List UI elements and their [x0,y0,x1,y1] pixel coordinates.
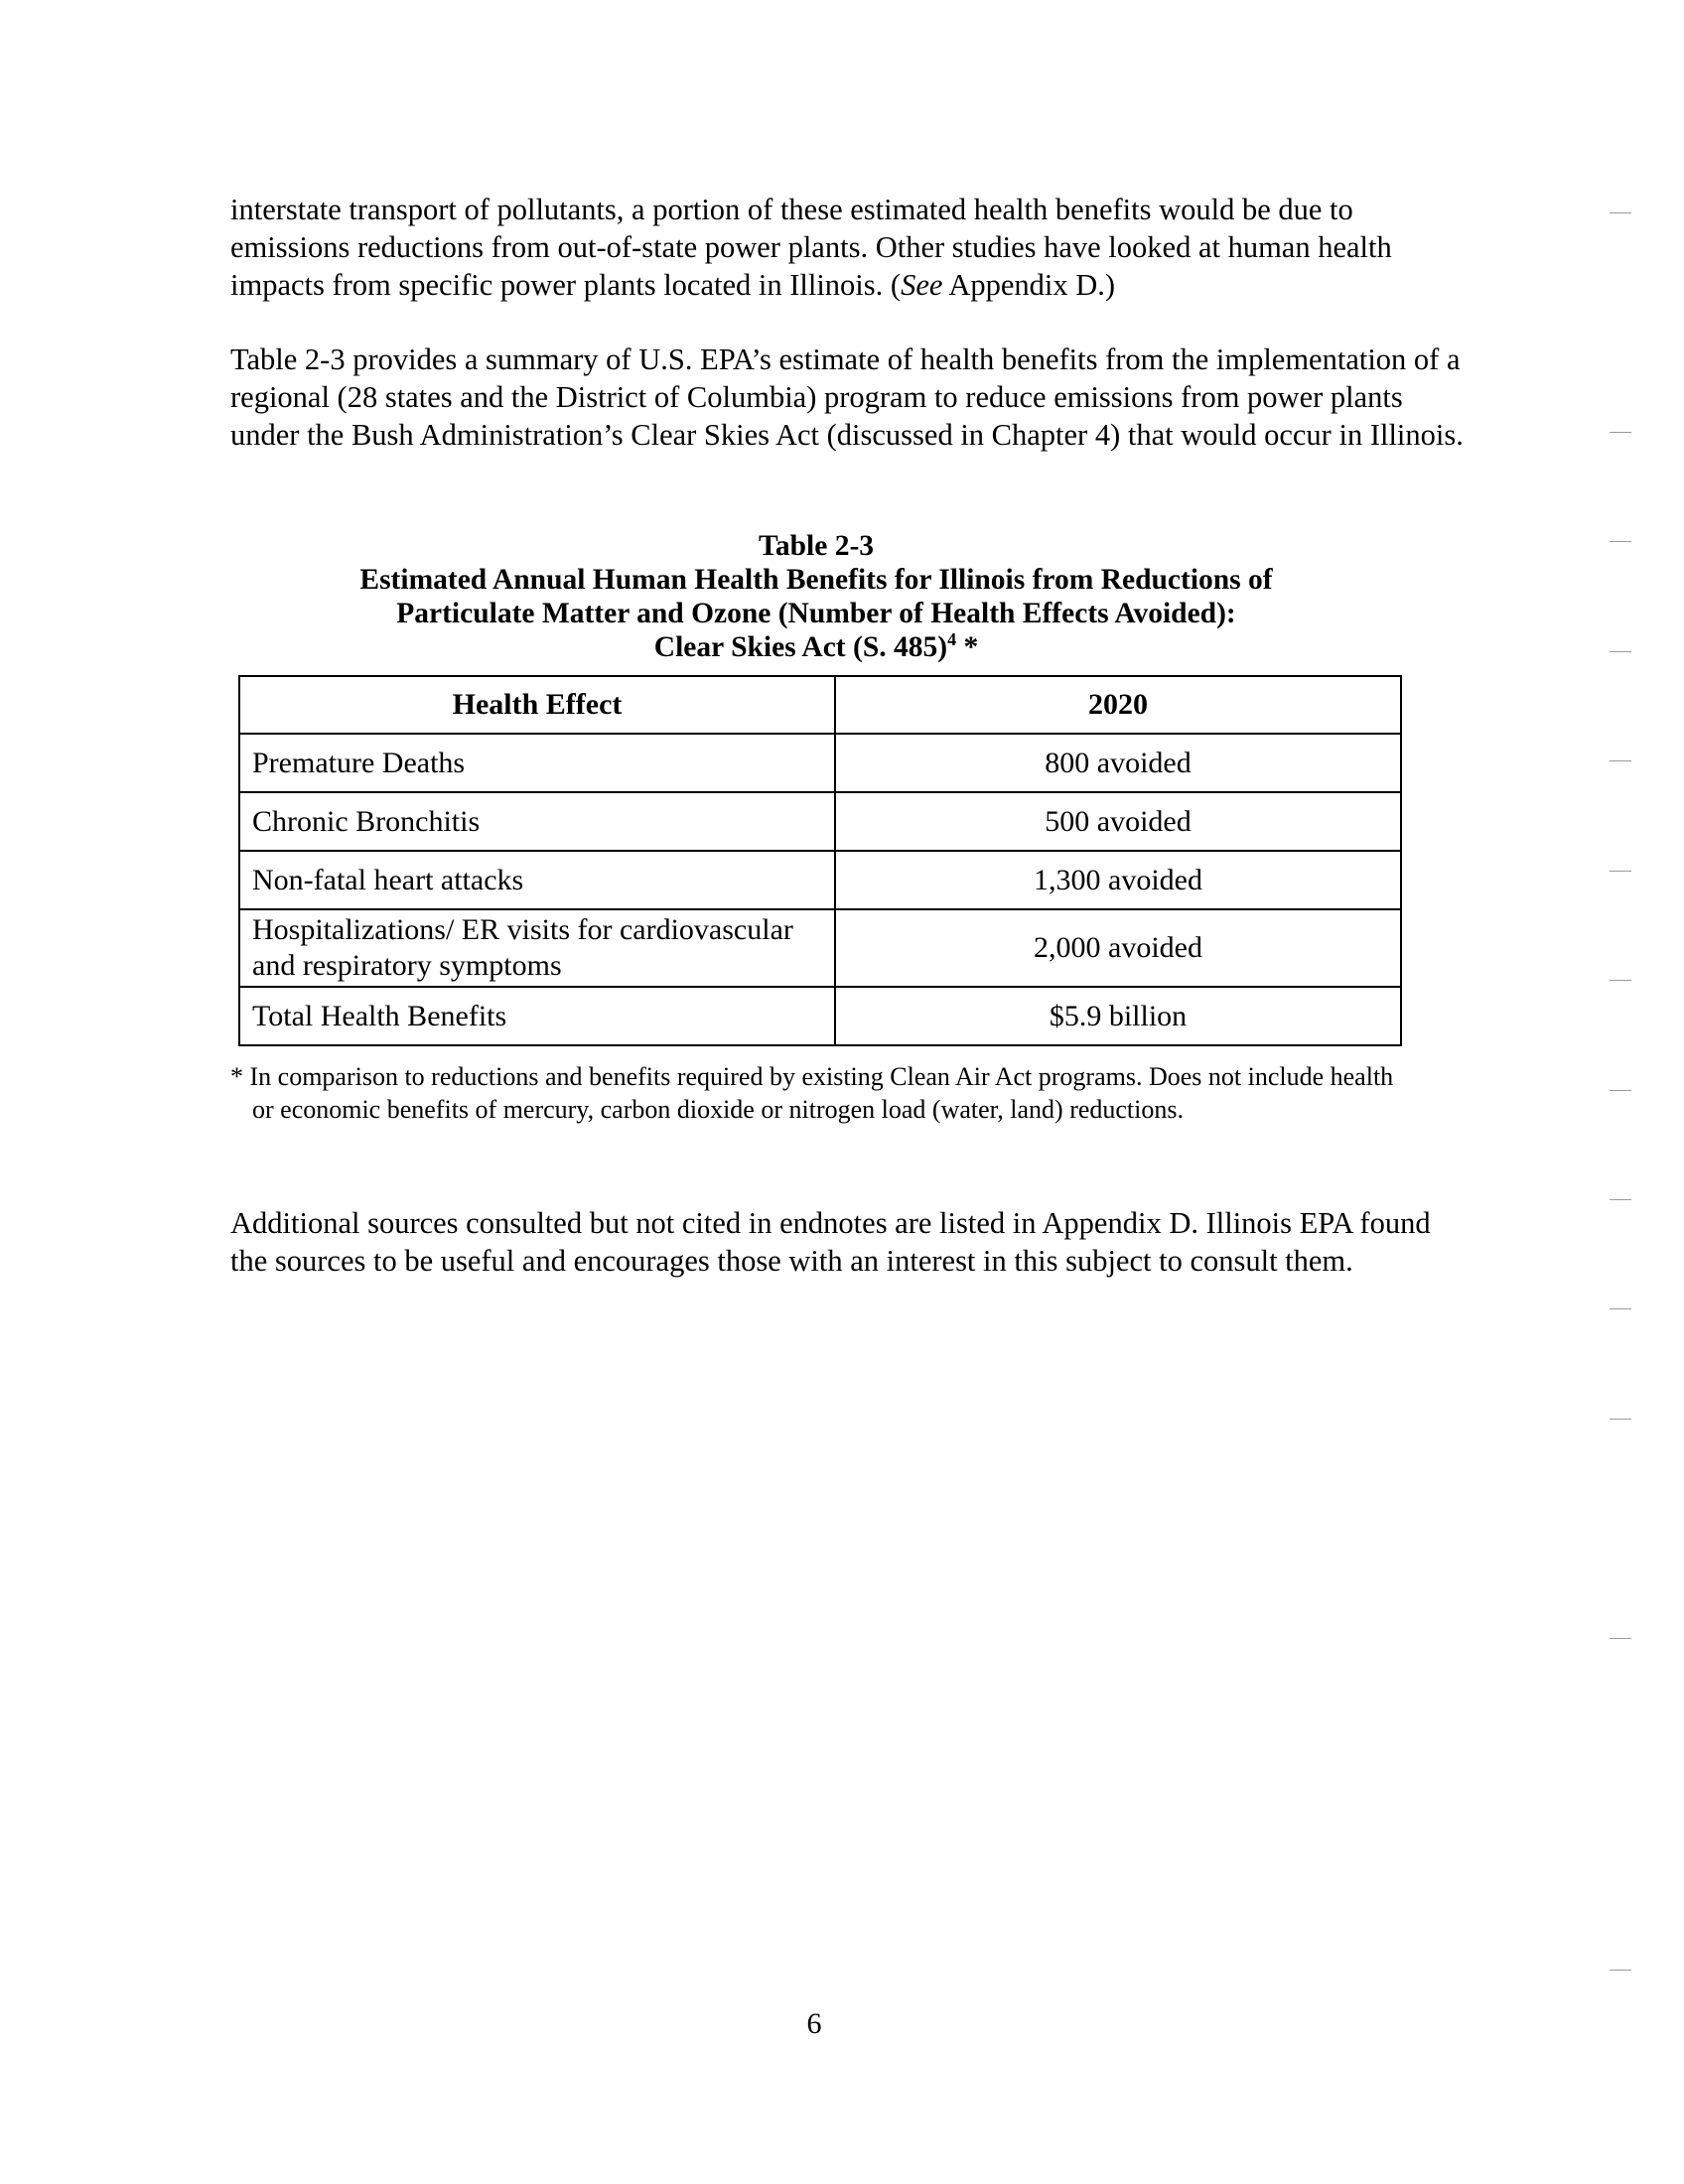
closing-paragraph [230,1204,1472,1280]
scan-margin-mark [1610,432,1631,433]
table-intro-text: Table 2-3 provides a summary of U.S. EPA’s estimate of health benefits from the implementation of a regional (28 states and the District of Columbia) program to reduce emissions from power plants under the Bush Administration’s Clear Skies Act (discussed in Chapter 4) that would occur in Illinois. [230,342,1464,452]
table-row [239,734,1401,792]
scan-margin-mark [1610,871,1631,872]
scan-margin-mark [1610,760,1631,761]
scan-margin-mark [1610,980,1631,981]
intro-end-text: Appendix D.) [942,268,1116,302]
health-benefits-table [238,675,1402,1046]
scan-margin-mark [1610,1199,1631,1200]
table-header-row [239,676,1401,734]
scan-margin-mark [1610,651,1631,652]
scan-margin-mark [1610,1090,1631,1091]
table-title-line-3-text: Clear Skies Act (S. 485) [653,631,948,663]
scan-margin-mark [1610,541,1631,542]
table-row [239,909,1401,987]
table-row [239,987,1401,1045]
header-year: 2020 [835,676,1401,734]
page-number: 6 [806,2007,822,2040]
table-intro-paragraph [230,341,1472,454]
table-footnote [230,1060,1402,1126]
cell-effect: Hospitalizations/ ER visits for cardiovascular and respiratory symptoms [239,909,835,987]
table-title-line-1: Estimated Annual Human Health Benefits for Illinois from Reductions of [359,564,1273,596]
footnote-text: * In comparison to reductions and benefits required by existing Clean Air Act programs. Does not include health or economic benefits of mercury, carbon dioxide or nitrogen load (water, land) reductions. [230,1062,1394,1124]
cell-value: 1,300 avoided [835,851,1401,909]
cell-effect: Premature Deaths [239,734,835,792]
intro-text: interstate transport of pollutants, a portion of these estimated health benefits would be due to emissions reductions from out-of-state power plants. Other studies have looked at human health impacts from specific power plants located in Illinois. ( [230,193,1392,302]
scan-margin-mark [1610,212,1631,213]
endnote-reference: 4 [947,629,957,650]
scan-margin-mark [1610,1970,1631,1971]
table-row [239,851,1401,909]
cell-value: $5.9 billion [835,987,1401,1045]
scan-margin-mark [1610,1308,1631,1309]
footnote-star: * [956,631,979,663]
cell-effect: Total Health Benefits [239,987,835,1045]
table-title-line-3 [230,630,1402,664]
cell-effect: Chronic Bronchitis [239,792,835,851]
table-row [239,792,1401,851]
intro-see-italic: See [901,268,943,302]
cell-effect: Non-fatal heart attacks [239,851,835,909]
closing-text: Additional sources consulted but not cited in endnotes are listed in Appendix D. Illinois EPA found the sources to be useful and encourages those with an interest in this subject to consult them. [230,1206,1431,1278]
cell-value: 500 avoided [835,792,1401,851]
scan-margin-mark [1610,1419,1631,1420]
scan-margin-mark [1610,1638,1631,1639]
intro-paragraph [230,191,1472,304]
cell-value: 2,000 avoided [835,909,1401,987]
table-label: Table 2-3 [758,530,875,562]
cell-value: 800 avoided [835,734,1401,792]
table-caption [230,529,1402,664]
header-health-effect: Health Effect [239,676,835,734]
table-title-line-2: Particulate Matter and Ozone (Number of Health Effects Avoided): [396,598,1236,629]
